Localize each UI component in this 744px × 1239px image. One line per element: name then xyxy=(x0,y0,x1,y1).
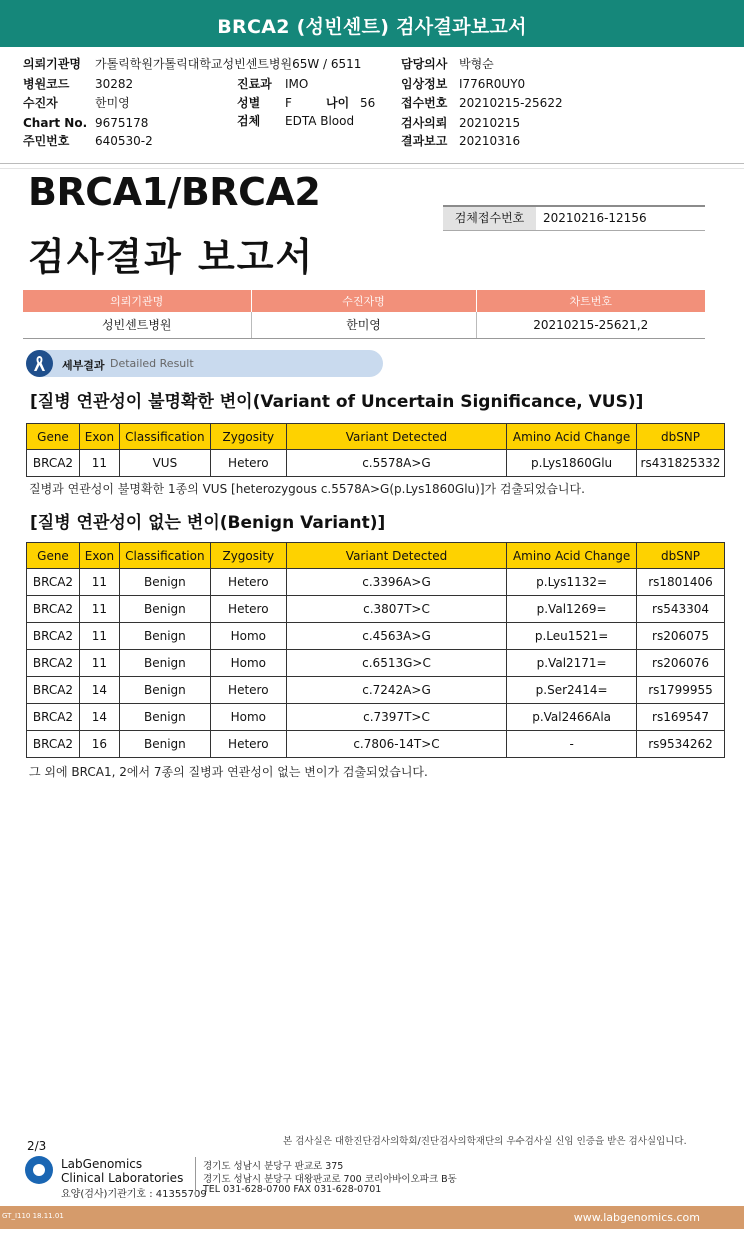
age-value: 56 xyxy=(360,96,376,110)
cell-exon: 11 xyxy=(79,596,119,623)
benign-section-title: [질병 연관성이 없는 변이(Benign Variant)] xyxy=(30,513,386,533)
cell-gene: BRCA2 xyxy=(27,704,80,731)
address-line-1: 경기도 성남시 분당구 판교로 375 xyxy=(203,1161,344,1172)
cell-zygosity: Homo xyxy=(210,623,286,650)
cell-dbsnp: rs206075 xyxy=(637,623,725,650)
cell-zygosity: Hetero xyxy=(210,569,286,596)
cell-gene: BRCA2 xyxy=(27,731,80,758)
hospital-code-value: 30282 xyxy=(95,77,134,91)
info-value-patient: 한미영 xyxy=(251,312,476,338)
receipt-no-label: 접수번호 xyxy=(401,96,448,110)
requesting-institution-label: 의뢰기관명 xyxy=(23,57,81,71)
info-value-institution: 성빈센트병원 xyxy=(23,312,251,338)
cell-variant: c.4563A>G xyxy=(286,623,506,650)
cell-variant: c.5578A>G xyxy=(286,450,506,477)
cell-amino-acid: p.Val2171= xyxy=(507,650,637,677)
request-date-value: 20210215 xyxy=(459,116,521,130)
department-value: IMO xyxy=(285,77,309,91)
cell-zygosity: Hetero xyxy=(210,450,286,477)
company-subtitle: Clinical Laboratories xyxy=(61,1171,184,1185)
cell-classification: Benign xyxy=(119,677,210,704)
cell-zygosity: Homo xyxy=(210,704,286,731)
vus-section-title: [질병 연관성이 불명확한 변이(Variant of Uncertain Significance, VUS)] xyxy=(30,392,644,412)
patient-header xyxy=(0,52,744,162)
patient-label: 수진자 xyxy=(23,96,58,110)
specimen-value: EDTA Blood xyxy=(285,114,355,128)
info-value-chart: 20210215-25621,2 xyxy=(476,312,705,338)
chart-no-label: Chart No. xyxy=(23,116,88,130)
cell-exon: 16 xyxy=(79,731,119,758)
cell-gene: BRCA2 xyxy=(27,569,80,596)
col-dbsnp: dbSNP xyxy=(637,543,725,569)
col-exon: Exon xyxy=(79,543,119,569)
cell-exon: 11 xyxy=(79,569,119,596)
accession-box xyxy=(443,205,705,231)
address-line-2: 경기도 성남시 분당구 대왕판교로 700 코리아바이오파크 B동 xyxy=(203,1174,457,1185)
department-label: 진료과 xyxy=(237,77,272,91)
cell-dbsnp: rs1799955 xyxy=(637,677,725,704)
cell-classification: VUS xyxy=(119,450,210,477)
cell-amino-acid: p.Leu1521= xyxy=(507,623,637,650)
cell-exon: 14 xyxy=(79,704,119,731)
chart-no-value: 9675178 xyxy=(95,116,149,130)
col-dbsnp: dbSNP xyxy=(636,424,724,450)
footer-divider xyxy=(195,1157,196,1197)
cell-zygosity: Hetero xyxy=(210,596,286,623)
bottom-bar xyxy=(0,1206,744,1229)
vus-note: 질병과 연관성이 불명확한 1종의 VUS [heterozygous c.5578A>G(p.Lys1860Glu)]가 검출되었습니다. xyxy=(29,482,585,496)
accession-value: 20210216-12156 xyxy=(543,211,647,225)
cell-dbsnp: rs431825332 xyxy=(636,450,724,477)
table-row xyxy=(27,450,725,477)
resident-no-value: 640530-2 xyxy=(95,134,153,148)
table-row xyxy=(27,569,725,596)
report-title-line-1: BRCA1/BRCA2 xyxy=(28,170,321,214)
requesting-institution-value: 가톨릭학원가톨릭대학교성빈센트병원65W / 6511 xyxy=(95,57,362,71)
cell-zygosity: Hetero xyxy=(210,731,286,758)
table-row xyxy=(27,731,725,758)
col-zygosity: Zygosity xyxy=(210,543,286,569)
resident-no-label: 주민번호 xyxy=(23,134,70,148)
info-header-patient: 수진자명 xyxy=(251,290,476,312)
cell-gene: BRCA2 xyxy=(27,596,80,623)
cell-amino-acid: p.Ser2414= xyxy=(507,677,637,704)
cell-dbsnp: rs206076 xyxy=(637,650,725,677)
table-row xyxy=(27,677,725,704)
cell-amino-acid: p.Lys1132= xyxy=(507,569,637,596)
header-divider-secondary xyxy=(0,168,744,169)
agency-code: 요양(검사)기관기호 : 41355709 xyxy=(61,1189,207,1200)
col-amino-acid: Amino Acid Change xyxy=(507,543,637,569)
patient-value: 한미영 xyxy=(95,96,130,110)
detailed-result-pill xyxy=(26,350,383,377)
cell-exon: 14 xyxy=(79,677,119,704)
table-row xyxy=(27,704,725,731)
cell-classification: Benign xyxy=(119,596,210,623)
cell-gene: BRCA2 xyxy=(27,450,80,477)
ribbon-icon xyxy=(26,350,53,377)
cell-zygosity: Hetero xyxy=(210,677,286,704)
website-link[interactable]: www.labgenomics.com xyxy=(573,1211,700,1224)
cell-variant: c.7397T>C xyxy=(286,704,506,731)
certification-note: 본 검사실은 대한진단검사의학회/진단검사의학재단의 우수검사실 신임 인증을 받은 검사실입니다. xyxy=(283,1136,687,1147)
table-row xyxy=(27,650,725,677)
report-date-label: 결과보고 xyxy=(401,134,448,148)
cell-dbsnp: rs1801406 xyxy=(637,569,725,596)
benign-note: 그 외에 BRCA1, 2에서 7종의 질병과 연관성이 없는 변이가 검출되었습니다. xyxy=(29,765,428,779)
cell-zygosity: Homo xyxy=(210,650,286,677)
cell-classification: Benign xyxy=(119,650,210,677)
cell-exon: 11 xyxy=(79,623,119,650)
contact-line: TEL 031-628-0700 FAX 031-628-0701 xyxy=(203,1184,382,1195)
col-variant: Variant Detected xyxy=(286,424,506,450)
col-variant: Variant Detected xyxy=(286,543,506,569)
physician-value: 박형순 xyxy=(459,57,494,71)
document-title: BRCA2 (성빈센트) 검사결과보고서 xyxy=(217,16,527,38)
specimen-label: 검체 xyxy=(237,114,261,128)
clinical-info-value: I776R0UY0 xyxy=(459,77,526,91)
cell-dbsnp: rs9534262 xyxy=(637,731,725,758)
col-classification: Classification xyxy=(119,543,210,569)
page-number: 2/3 xyxy=(27,1139,47,1153)
detailed-result-label-ko: 세부결과 xyxy=(62,359,105,372)
table-row xyxy=(27,623,725,650)
col-gene: Gene xyxy=(27,424,80,450)
header-divider xyxy=(0,163,744,164)
vus-table xyxy=(26,423,725,477)
info-header-institution: 의뢰기관명 xyxy=(23,290,251,312)
cell-gene: BRCA2 xyxy=(27,650,80,677)
cell-classification: Benign xyxy=(119,623,210,650)
cell-variant: c.7806-14T>C xyxy=(286,731,506,758)
cell-amino-acid: p.Lys1860Glu xyxy=(507,450,637,477)
col-classification: Classification xyxy=(119,424,210,450)
col-exon: Exon xyxy=(79,424,119,450)
cell-amino-acid: p.Val1269= xyxy=(507,596,637,623)
info-header-chart: 차트번호 xyxy=(476,290,705,312)
vus-table-header xyxy=(27,424,725,450)
cell-exon: 11 xyxy=(79,650,119,677)
cell-dbsnp: rs169547 xyxy=(637,704,725,731)
cell-variant: c.3396A>G xyxy=(286,569,506,596)
document-code: GT_I110 18.11.01 xyxy=(2,1212,64,1220)
detailed-result-label-en: Detailed Result xyxy=(110,357,194,370)
cell-exon: 11 xyxy=(79,450,119,477)
labgenomics-logo-icon xyxy=(25,1156,53,1184)
benign-table xyxy=(26,542,725,758)
clinical-info-label: 임상정보 xyxy=(401,77,448,91)
col-amino-acid: Amino Acid Change xyxy=(507,424,637,450)
cell-amino-acid: - xyxy=(507,731,637,758)
col-zygosity: Zygosity xyxy=(210,424,286,450)
physician-label: 담당의사 xyxy=(401,57,448,71)
receipt-no-value: 20210215-25622 xyxy=(459,96,563,110)
request-date-label: 검사의뢰 xyxy=(401,116,448,130)
cell-variant: c.3807T>C xyxy=(286,596,506,623)
col-gene: Gene xyxy=(27,543,80,569)
report-title-line-2: 검사결과 보고서 xyxy=(28,235,315,279)
cell-dbsnp: rs543304 xyxy=(637,596,725,623)
title-bar xyxy=(0,0,744,47)
cell-classification: Benign xyxy=(119,704,210,731)
accession-label: 검체접수번호 xyxy=(443,207,536,230)
benign-table-header xyxy=(27,543,725,569)
sex-label: 성별 xyxy=(237,96,261,110)
hospital-code-label: 병원코드 xyxy=(23,77,70,91)
cell-classification: Benign xyxy=(119,731,210,758)
cell-gene: BRCA2 xyxy=(27,677,80,704)
sex-value: F xyxy=(285,96,292,110)
cell-variant: c.7242A>G xyxy=(286,677,506,704)
cell-amino-acid: p.Val2466Ala xyxy=(507,704,637,731)
cell-gene: BRCA2 xyxy=(27,623,80,650)
company-name: LabGenomics xyxy=(61,1157,143,1171)
report-date-value: 20210316 xyxy=(459,134,521,148)
age-label: 나이 xyxy=(326,96,350,110)
cell-classification: Benign xyxy=(119,569,210,596)
cell-variant: c.6513G>C xyxy=(286,650,506,677)
table-row xyxy=(27,596,725,623)
info-table xyxy=(23,290,705,339)
